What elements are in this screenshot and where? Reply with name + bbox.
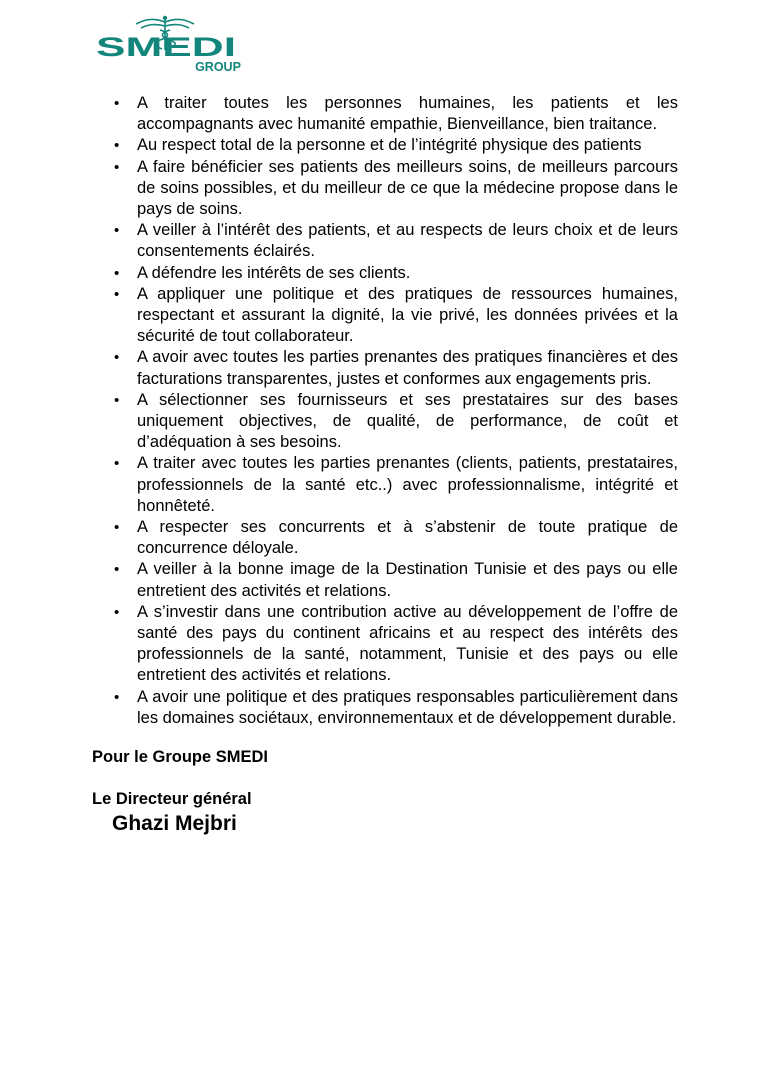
list-item: • A traiter toutes les personnes humaines, les patients et les accompagnants avec humanité empathie, Bienveillance, bien traitance.: [92, 93, 678, 135]
signatory-title: Le Directeur général: [92, 790, 252, 809]
list-item: • A faire bénéficier ses patients des meilleurs soins, de meilleurs parcours de soins possibles, et du meilleur de ce que la médecine propose dans le pays de soins.: [92, 157, 678, 221]
list-item: • Au respect total de la personne et de l’intégrité physique des patients: [92, 135, 678, 156]
list-item: • A sélectionner ses fournisseurs et ses prestataires sur des bases uniquement objectives, de qualité, de performance, de coût et d’adéquation à ses besoins.: [92, 390, 678, 454]
list-item: • A appliquer une politique et des pratiques de ressources humaines, respectant et assurant la dignité, la vie privé, les données privées et la sécurité de tout collaborateur.: [92, 284, 678, 348]
list-item: • A veiller à l’intérêt des patients, et au respects de leurs choix et de leurs consentements éclairés.: [92, 220, 678, 262]
closing-line: Pour le Groupe SMEDI: [92, 748, 269, 767]
signatory-name: Ghazi Mejbri: [112, 812, 237, 836]
list-item: • A s’investir dans une contribution active au développement de l’offre de santé des pays du continent africains et au respect des intérêts des professionnels de la santé, notamment, Tunisie et des pays ou elle entretient des activités et relations.: [92, 602, 678, 687]
list-item: • A avoir une politique et des pratiques responsables particulièrement dans les domaines sociétaux, environnementaux et de développement durable.: [92, 687, 678, 729]
document-body: [92, 93, 678, 837]
caduceus-logo-icon: [92, 14, 242, 74]
list-item: • A défendre les intérêts de ses clients.: [92, 263, 678, 284]
list-item: • A respecter ses concurrents et à s’abstenir de toute pratique de concurrence déloyale.: [92, 517, 678, 559]
list-item: • A traiter avec toutes les parties prenantes (clients, patients, prestataires, professionnels de la santé etc..) avec professionnalisme, intégrité et honnêteté.: [92, 453, 678, 517]
commitments-list: [92, 93, 678, 729]
list-item: • A avoir avec toutes les parties prenantes des pratiques financières et des facturations transparentes, justes et conformes aux engagements pris.: [92, 347, 678, 389]
logo-wordmark: SMEDI: [96, 32, 236, 62]
logo-subtitle: GROUP: [195, 60, 241, 74]
smedi-logo: [92, 14, 242, 74]
list-item: • A veiller à la bonne image de la Destination Tunisie et des pays ou elle entretient des activités et relations.: [92, 559, 678, 601]
